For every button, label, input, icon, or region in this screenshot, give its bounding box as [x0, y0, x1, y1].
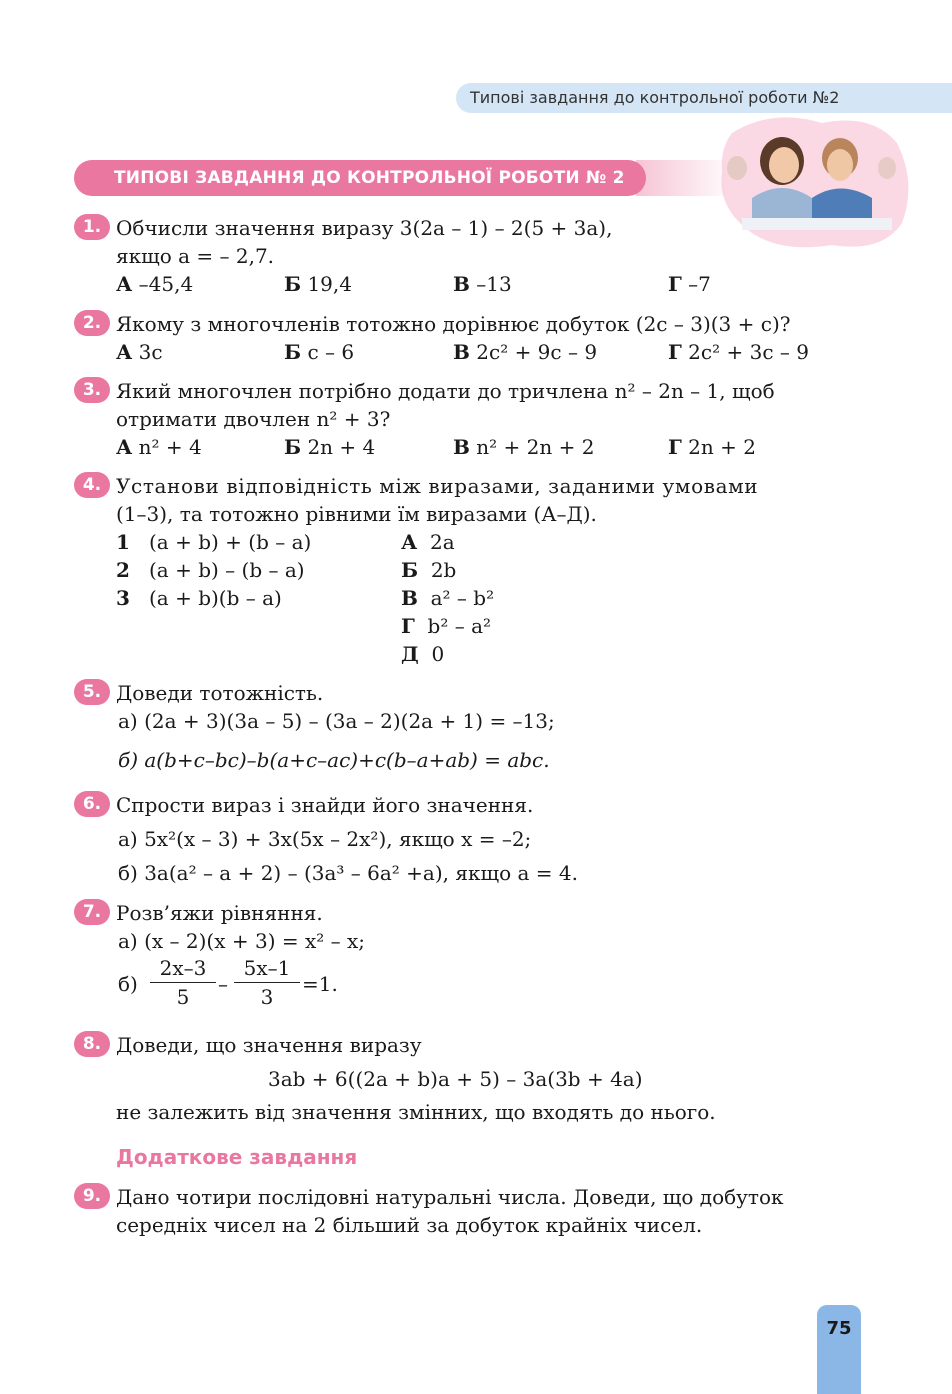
title-bar-fade: [636, 160, 736, 196]
task-6-part-b: б) 3a(a² – a + 2) – (3a³ – 6a² +a), якщо a = 4.: [118, 861, 578, 885]
task-4-text-2: (1–3), та тотожно рівними їм виразами (А–Д).: [116, 502, 597, 526]
task-6-part-a: а) 5x²(x – 3) + 3x(5x – 2x²), якщо x = –2;: [118, 827, 532, 851]
task-2-option-b: Б c – 6: [284, 340, 355, 364]
task-number-7: 7.: [74, 899, 110, 925]
task-5-part-b: б) a(b+c–bc)–b(a+c–ac)+c(b–a+ab) = abc.: [118, 748, 550, 772]
task-number-6: 6.: [74, 791, 110, 817]
task-7-text: Розв’яжи рівняння.: [116, 901, 323, 925]
fraction-minus: –: [218, 972, 228, 996]
task-2-option-a: А 3c: [116, 340, 163, 364]
task-4-text: Установи відповідність між виразами, заданими умовами: [116, 474, 759, 498]
task-7-part-b-label: б): [118, 972, 138, 996]
task-9-text: Дано чотири послідовні натуральні числа. Доведи, що добуток: [116, 1185, 784, 1209]
task-1-text: Обчисли значення виразу 3(2a – 1) – 2(5 + 3a),: [116, 216, 613, 240]
task-9-text-2: середніх чисел на 2 більший за добуток крайніх чисел.: [116, 1213, 703, 1237]
task-3-text-2: отримати двочлен n² + 3?: [116, 407, 391, 431]
task-4-left-3: 3 (a + b)(b – a): [116, 586, 282, 610]
task-8-text-3: не залежить від значення змінних, що входять до нього.: [116, 1100, 716, 1124]
task-number-5: 5.: [74, 679, 110, 705]
task-2-option-c: В 2c² + 9c – 9: [453, 340, 598, 364]
task-number-2: 2.: [74, 310, 110, 336]
task-3-option-d: Г 2n + 2: [668, 435, 756, 459]
students-photo: [712, 113, 912, 253]
fraction-1: $\frac{2x-3}{5}$: [150, 956, 216, 1009]
task-6-text: Спрости вираз і знайди його значення.: [116, 793, 534, 817]
task-3-option-b: Б 2n + 4: [284, 435, 376, 459]
task-number-9: 9.: [74, 1183, 110, 1209]
task-4-right-a: А 2a: [401, 530, 455, 554]
task-4-right-c: В a² – b²: [401, 586, 495, 610]
task-number-3: 3.: [74, 377, 110, 403]
task-4-left-2: 2 (a + b) – (b – a): [116, 558, 305, 582]
task-1-option-c: В –13: [453, 272, 512, 296]
task-3-option-c: В n² + 2n + 2: [453, 435, 595, 459]
task-8-text: Доведи, що значення виразу: [116, 1033, 422, 1057]
task-number-4: 4.: [74, 472, 110, 498]
task-1-option-b: Б 19,4: [284, 272, 352, 296]
task-4-left-1: 1 (a + b) + (b – a): [116, 530, 312, 554]
task-3-text: Який многочлен потрібно додати до тричлена n² – 2n – 1, щоб: [116, 379, 775, 403]
section-title: ТИПОВІ ЗАВДАННЯ ДО КОНТРОЛЬНОЇ РОБОТИ № 2: [74, 160, 646, 196]
task-5-text: Доведи тотожність.: [116, 681, 324, 705]
task-7-part-a: а) (x – 2)(x + 3) = x² – x;: [118, 929, 365, 953]
task-1-option-a: А –45,4: [116, 272, 194, 296]
page-number: 75: [817, 1305, 861, 1394]
task-number-1: 1.: [74, 214, 110, 240]
fraction-2: $\frac{5x-1}{3}$: [234, 956, 300, 1009]
task-4-right-b: Б 2b: [401, 558, 457, 582]
task-2-text: Якому з многочленів тотожно дорівнює добуток (2c – 3)(3 + c)?: [116, 312, 791, 336]
task-8-expression: 3ab + 6((2a + b)a + 5) – 3a(3b + 4a): [268, 1067, 643, 1091]
task-1-option-d: Г –7: [668, 272, 711, 296]
task-5-part-a: а) (2a + 3)(3a – 5) – (3a – 2)(2a + 1) = –13;: [118, 709, 555, 733]
task-number-8: 8.: [74, 1031, 110, 1057]
task-2-option-d: Г 2c² + 3c – 9: [668, 340, 809, 364]
task-4-right-e: Д 0: [401, 642, 445, 666]
task-3-option-a: А n² + 4: [116, 435, 202, 459]
running-title: Типові завдання до контрольної роботи №2: [456, 83, 952, 113]
equation-rhs: =1.: [302, 972, 338, 996]
task-4-right-d: Г b² – a²: [401, 614, 492, 638]
task-1-text-2: якщо a = – 2,7.: [116, 244, 275, 268]
extra-task-heading: Додаткове завдання: [116, 1145, 358, 1169]
